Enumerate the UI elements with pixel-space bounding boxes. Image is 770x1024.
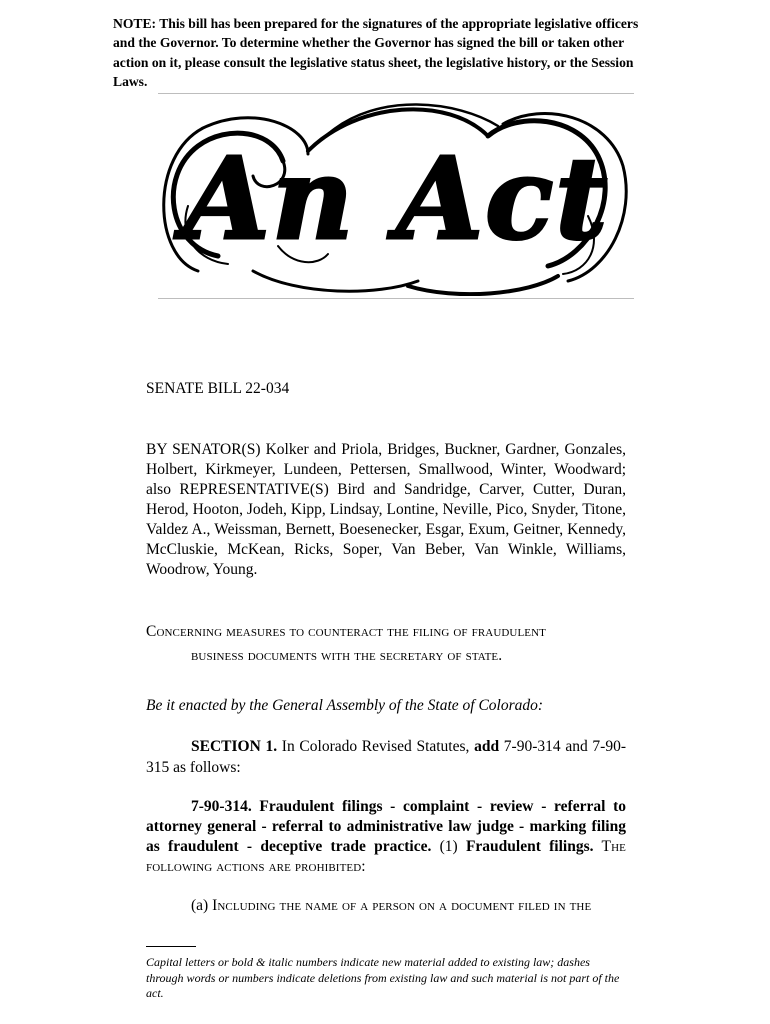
seal-bottom-rule: [158, 298, 634, 299]
section-1-text-a: In Colorado Revised Statutes,: [277, 738, 475, 755]
seal-top-rule: [158, 93, 634, 94]
governor-signature-note: NOTE: This bill has been prepared for the signatures of the appropriate legislative officers and the Governor. To determine whether the Governor has signed the bill or taken other action on it, please consult the legislative status sheet, the legislative history, or the Session Laws.: [113, 16, 639, 89]
statute-sub-heading: Fraudulent filings.: [465, 838, 594, 855]
subparagraph-label: (a): [191, 897, 209, 914]
footnote-rule: [146, 946, 196, 947]
footnote: Capital letters or bold & italic numbers indicate new material added to existing law; dashes through words or numbers indicate deletions from existing law and such material is not part of the act.: [146, 955, 620, 1001]
section-1: [146, 736, 626, 778]
subparagraph-a: [191, 897, 591, 915]
subparagraph-text: Including the name of a person on a document filed in the: [212, 897, 592, 914]
bill-title-line-2: business documents with the secretary of state.: [191, 647, 503, 664]
statute-heading: 7-90-314. Fraudulent filings - complaint - review - referral to attorney general - referral to administrative law judge - marking filing as fraudulent - deceptive trade practice.: [146, 798, 626, 855]
statute-7-90-314: [146, 797, 626, 877]
bill-title: [146, 620, 626, 668]
an-act-seal-text: An Act: [182, 134, 610, 265]
an-act-seal-graphic: [158, 96, 634, 296]
an-act-seal: [158, 96, 634, 296]
section-1-add-keyword: add: [474, 738, 500, 755]
bill-number: SENATE BILL 22-034: [146, 380, 290, 397]
statute-sub-number: (1): [431, 838, 466, 855]
bill-title-line-1: Concerning measures to counteract the filing of fraudulent: [146, 623, 546, 640]
enacting-clause: Be it enacted by the General Assembly of the State of Colorado:: [146, 697, 544, 714]
section-1-heading: SECTION 1.: [191, 738, 278, 755]
statute-body: The following actions are prohibited:: [146, 838, 626, 875]
section-1-text-b: 7-90-314 and 7-90-315 as follows:: [146, 738, 626, 776]
sponsors-list: BY SENATOR(S) Kolker and Priola, Bridges, Buckner, Gardner, Gonzales, Holbert, Kirkmeyer, Lundeen, Pettersen, Smallwood, Winter, Woodward; also REPRESENTATIVE(S) Bird and Sandridge, Carver, Cutter, Duran, Herod, Hooton, Jodeh, Kipp, Lindsay, Lontine, Neville, Pico, Snyder, Titone, Valdez A., Weissman, Bernett, Boesenecker, Esgar, Exum, Geitner, Kennedy, McCluskie, McKean, Ricks, Soper, Van Beber, Van Winkle, Williams, Woodrow, Young.: [146, 441, 626, 578]
